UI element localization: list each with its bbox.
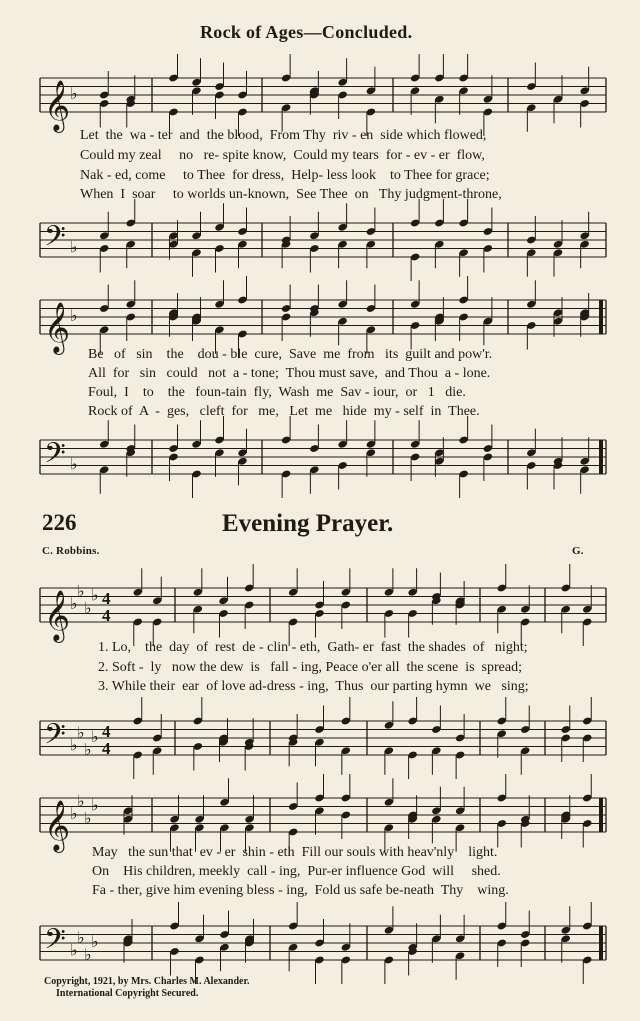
verse-line: All for sin could not a - tone; Thou must save, and Thou a - lone.: [88, 366, 491, 381]
flat-icon: ♭: [84, 944, 92, 964]
copyright-line: International Copyright Secured.: [56, 988, 199, 999]
treble-staff: [0, 292, 640, 352]
flat-icon: ♭: [70, 940, 78, 960]
flat-icon: ♭: [77, 722, 85, 742]
verse-line: 2. Soft - ly now the dew is fall - ing, Peace o'er all the scene is spread;: [98, 660, 522, 675]
verse-line: Let the wa - ter and the blood, From Thy riv - en side which flowed,: [80, 128, 487, 143]
treble-clef-icon: 𝄞: [44, 302, 71, 353]
flat-icon: ♭: [84, 739, 92, 759]
hymn-number: 226: [42, 510, 77, 535]
bass-clef-icon: 𝄢: [44, 718, 66, 758]
flat-icon: ♭: [91, 795, 99, 815]
flat-icon: ♭: [77, 927, 85, 947]
bass-clef-icon: 𝄢: [44, 923, 66, 963]
verse-line: May the sun that ev - er shin - eth Fill our souls with heav'nly light.: [92, 845, 498, 860]
time-signature-digit: 4: [102, 589, 111, 608]
flat-icon: ♭: [77, 791, 85, 811]
time-signature-digit: 4: [102, 722, 111, 741]
flat-icon: ♭: [70, 84, 78, 103]
bass-staff: [0, 713, 640, 773]
flat-icon: ♭: [70, 237, 78, 257]
verse-line: When I soar to worlds un-known, See Thee on Thy judgment-throne,: [80, 187, 502, 202]
flat-icon: ♭: [84, 598, 92, 618]
verse-line: Foul, I to the foun-tain fly, Wash me Sav - iour, or 1 die.: [88, 385, 466, 400]
flat-icon: ♭: [77, 581, 85, 601]
flat-icon: ♭: [91, 932, 99, 951]
treble-staff: [0, 580, 640, 640]
verse-line: 3. While their ear of love ad-dress - ing, Thus our parting hymn we sing;: [98, 679, 529, 694]
author-credit: G.: [572, 545, 584, 557]
verse-line: On His children, meekly call - ing, Pur-er influence God will shed.: [92, 864, 501, 879]
flat-icon: ♭: [70, 594, 78, 613]
bass-staff: [0, 918, 640, 978]
treble-staff: [0, 790, 640, 850]
verse-line: Rock of A - ges, cleft for me, Let me hide my - self in Thee.: [88, 404, 480, 419]
verse-line: Be of sin the dou - ble cure, Save me from its guilt and pow'r.: [88, 347, 493, 362]
flat-icon: ♭: [84, 808, 92, 828]
treble-clef-icon: 𝄞: [44, 80, 71, 131]
hymn-title: Evening Prayer.: [222, 510, 394, 537]
verse-line: Nak - ed, come to Thee for dress, Help- less look to Thee for grace;: [80, 168, 490, 183]
flat-icon: ♭: [91, 585, 99, 605]
composer-credit: C. Robbins.: [42, 545, 100, 557]
treble-clef-icon: 𝄞: [44, 590, 71, 641]
time-signature-digit: 4: [102, 739, 111, 758]
flat-icon: ♭: [70, 735, 78, 755]
flat-icon: ♭: [91, 727, 99, 746]
verse-line: Fa - ther, give him evening bless - ing, Fold us safe be-neath Thy wing.: [92, 883, 509, 898]
treble-clef-icon: 𝄞: [44, 800, 71, 851]
bass-staff: [0, 215, 640, 275]
flat-icon: ♭: [70, 306, 78, 325]
copyright-notice: [44, 976, 249, 1000]
bass-clef-icon: 𝄢: [44, 437, 66, 477]
time-signature-digit: 4: [102, 606, 111, 625]
verse-line: 1. Lo, the day of rest de - clin - eth, Gath- er fast the shades of night;: [98, 640, 528, 655]
bass-clef-icon: 𝄢: [44, 220, 66, 260]
verse-line: Could my zeal no re- spite know, Could my tears for - ev - er flow,: [80, 148, 485, 163]
flat-icon: ♭: [70, 804, 78, 823]
flat-icon: ♭: [70, 454, 78, 474]
treble-staff: [0, 70, 640, 130]
copyright-line: Copyright, 1921, by Mrs. Charles M. Alexander.: [44, 976, 250, 987]
bass-staff: [0, 432, 640, 492]
hymn-title: Rock of Ages—Concluded.: [200, 22, 413, 42]
